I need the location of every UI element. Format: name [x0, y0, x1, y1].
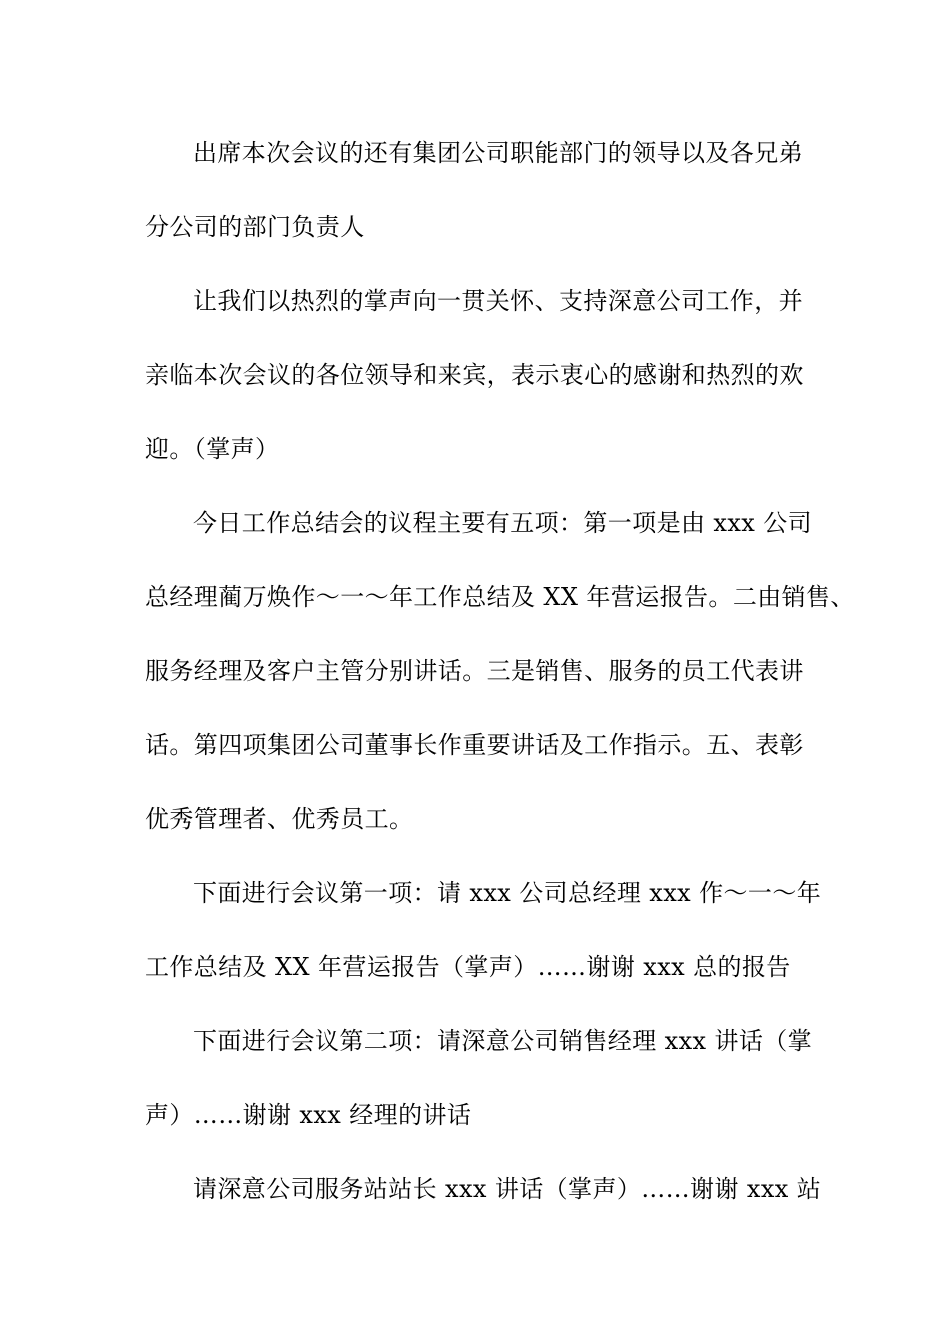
paragraph-1-line-1: 出席本次会议的还有集团公司职能部门的领导以及各兄弟 [193, 139, 803, 167]
paragraph-5-line-2: 声）……谢谢 xxx 经理的讲话 [145, 1101, 472, 1129]
paragraph-6-line-1: 请深意公司服务站站长 xxx 讲话（掌声）……谢谢 xxx 站 [193, 1175, 822, 1203]
paragraph-3-line-4: 话。第四项集团公司董事长作重要讲话及工作指示。五、表彰 [145, 731, 804, 759]
paragraph-3-line-1: 今日工作总结会的议程主要有五项：第一项是由 xxx 公司 [193, 509, 813, 537]
paragraph-2-line-2: 亲临本次会议的各位领导和来宾，表示衷心的感谢和热烈的欢 [145, 361, 804, 389]
paragraph-3-line-2: 总经理蔺万焕作～一～年工作总结及 XX 年营运报告。二由销售、 [145, 583, 855, 611]
paragraph-3-line-5: 优秀管理者、优秀员工。 [145, 805, 414, 833]
paragraph-5-line-1: 下面进行会议第二项：请深意公司销售经理 xxx 讲话（掌 [193, 1027, 813, 1055]
paragraph-3-line-3: 服务经理及客户主管分别讲话。三是销售、服务的员工代表讲 [145, 657, 804, 685]
paragraph-2-line-1: 让我们以热烈的掌声向一贯关怀、支持深意公司工作，并 [193, 287, 803, 315]
paragraph-4-line-1: 下面进行会议第一项：请 xxx 公司总经理 xxx 作～一～年 [193, 879, 822, 907]
paragraph-1-line-2: 分公司的部门负责人 [145, 213, 365, 241]
paragraph-2-line-3: 迎。（掌声） [145, 435, 280, 463]
paragraph-4-line-2: 工作总结及 XX 年营运报告（掌声）……谢谢 xxx 总的报告 [145, 953, 791, 981]
